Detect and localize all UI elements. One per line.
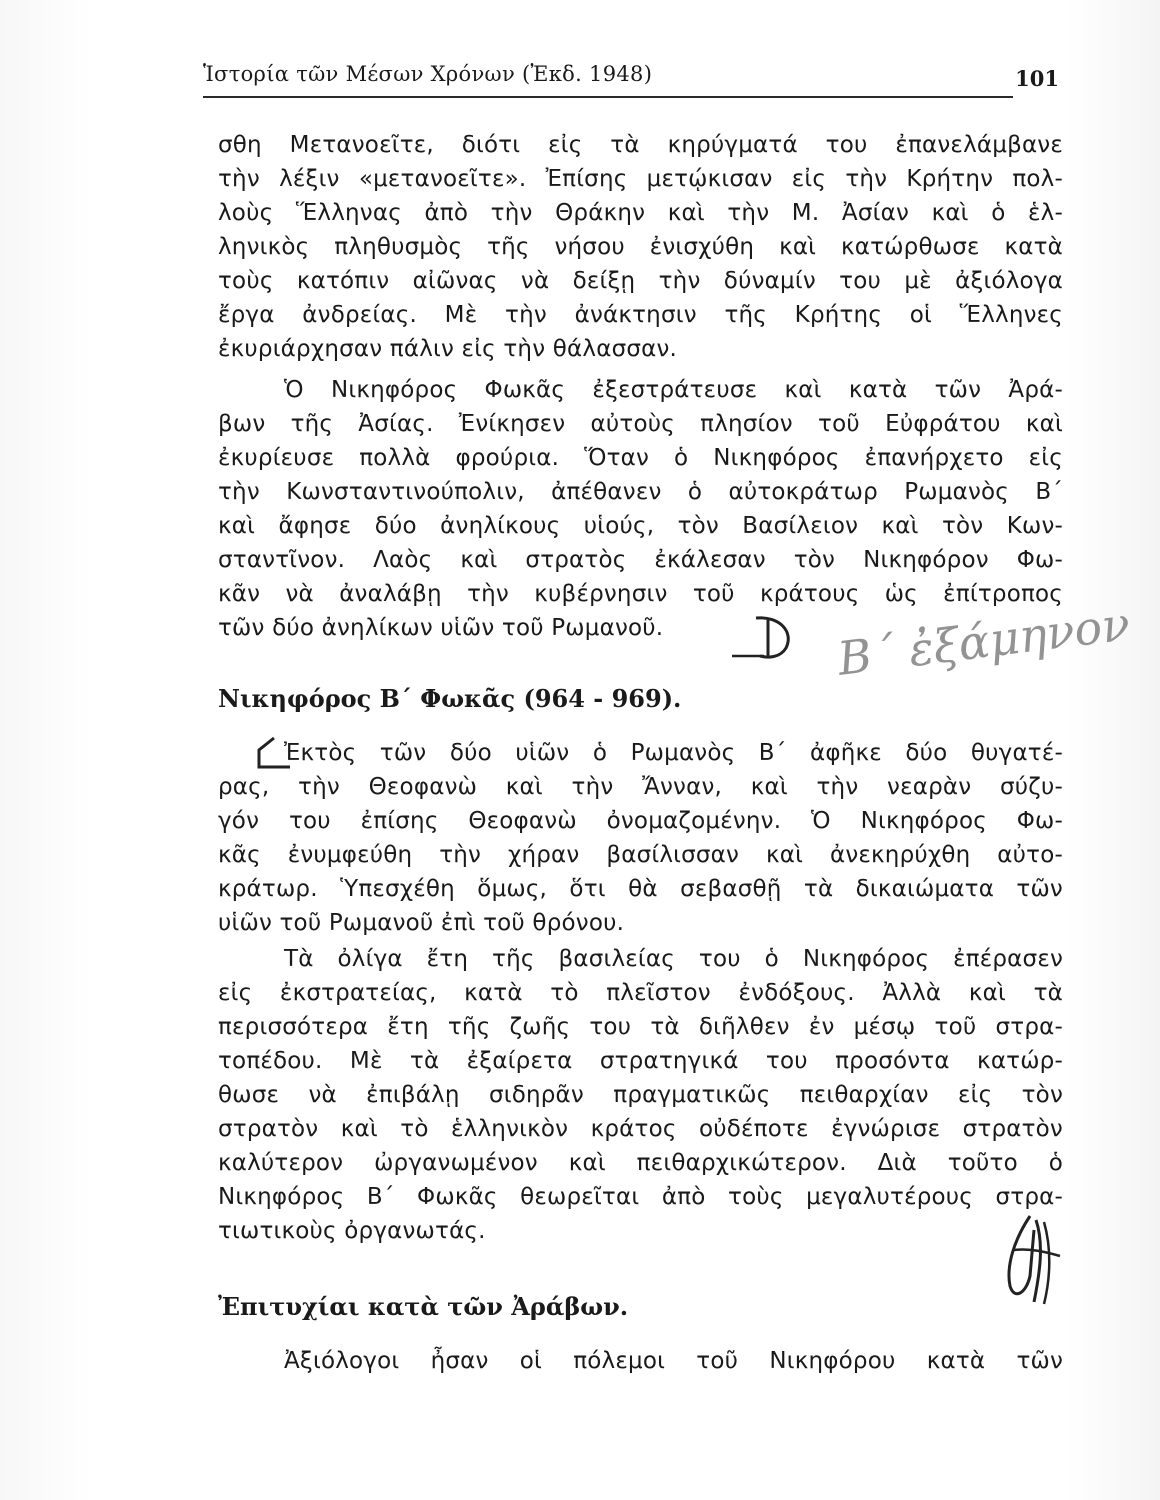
- header-rule: [203, 96, 1013, 98]
- text-line: τὴν λέξιν «μετανοεῖτε». Ἐπίσης μετῴκισαν εἰς τὴν Κρήτην πολ-: [218, 166, 1063, 192]
- text-line: ληνικὸς πληθυσμὸς τῆς νήσου ἐνισχύθη καὶ κατώρθωσε κατὰ: [218, 234, 1063, 260]
- text-line: ἔργα ἀνδρείας. Μὲ τὴν ἀνάκτησιν τῆς Κρήτης οἱ Ἕλληνες: [218, 302, 1063, 328]
- text-line: Νικηφόρος Β΄ Φωκᾶς θεωρεῖται ἀπὸ τοὺς μεγαλυτέρους στρα-: [218, 1184, 1063, 1210]
- text-line: ἐκυριάρχησαν πάλιν εἰς τὴν θάλασσαν.: [218, 336, 678, 362]
- text-line: βων τῆς Ἀσίας. Ἐνίκησεν αὐτοὺς πλησίον τοῦ Εὐφράτου καὶ: [218, 411, 1063, 437]
- text-line: λοὺς Ἕλληνας ἀπὸ τὴν Θράκην καὶ τὴν Μ. Ἀσίαν καὶ ὁ ἑλ-: [218, 200, 1063, 226]
- text-line: κᾶν νὰ ἀναλάβῃ τὴν κυβέρνησιν τοῦ κράτους ὡς ἐπίτροπος: [218, 581, 1063, 607]
- running-title: Ἱστορία τῶν Μέσων Χρόνων (Ἐκδ. 1948): [203, 62, 653, 86]
- page-number: 101: [1015, 66, 1059, 91]
- text-line: στρατὸν καὶ τὸ ἑλληνικὸν κράτος οὐδέποτε ἐγνώρισε στρατὸν: [218, 1116, 1063, 1142]
- text-line: θωσε νὰ ἐπιβάλῃ σιδηρᾶν πραγματικῶς πειθαρχίαν εἰς τὸν: [218, 1082, 1063, 1108]
- text-line: περισσότερα ἔτη τῆς ζωῆς του τὰ διῆλθεν ἐν μέσῳ τοῦ στρα-: [218, 1014, 1063, 1040]
- running-header: [203, 62, 1063, 102]
- text-line: ἐκυρίευσε πολλὰ φρούρια. Ὅταν ὁ Νικηφόρος ἐπανήρχετο εἰς: [218, 445, 1063, 471]
- text-line: καὶ ἄφησε δύο ἀνηλίκους υἱούς, τὸν Βασίλειον καὶ τὸν Κων-: [218, 513, 1063, 539]
- text-line: ρας, τὴν Θεοφανὼ καὶ τὴν Ἄνναν, καὶ τὴν νεαρὰν σύζυ-: [218, 774, 1063, 800]
- text-line: κράτωρ. Ὑπεσχέθη ὅμως, ὅτι θὰ σεβασθῇ τὰ δικαιώματα τῶν: [218, 876, 1063, 902]
- text-line: Τὰ ὀλίγα ἔτη τῆς βασιλείας του ὁ Νικηφόρος ἐπέρασεν: [284, 946, 1063, 972]
- text-line: εἰς ἐκστρατείας, κατὰ τὸ πλεῖστον ἐνδόξους. Ἀλλὰ καὶ τὰ: [218, 980, 1063, 1006]
- text-line: Ἀξιόλογοι ἦσαν οἱ πόλεμοι τοῦ Νικηφόρου κατὰ τῶν: [284, 1348, 1063, 1374]
- pencil-bracket-mark: [728, 612, 798, 664]
- text-line: γόν του ἐπίσης Θεοφανὼ ὀνομαζομένην. Ὁ Νικηφόρος Φω-: [218, 808, 1063, 834]
- text-line: Ἐκτὸς τῶν δύο υἱῶν ὁ Ρωμανὸς Β΄ ἀφῆκε δύο θυγατέ-: [284, 740, 1063, 766]
- text-line: υἱῶν τοῦ Ρωμανοῦ ἐπὶ τοῦ θρόνου.: [218, 910, 625, 936]
- section-heading-arab-victories: Ἐπιτυχίαι κατὰ τῶν Ἀράβων.: [218, 1292, 629, 1321]
- text-line: καλύτερον ὠργανωμένον καὶ πειθαρχικώτερον. Διὰ τοῦτο ὁ: [218, 1150, 1063, 1176]
- handwritten-margin-note: Β΄ ἐξάμηνον: [834, 596, 1133, 686]
- text-line: τῶν δύο ἀνηλίκων υἱῶν τοῦ Ρωμανοῦ.: [218, 615, 664, 641]
- text-line: τὴν Κωνσταντινούπολιν, ἀπέθανεν ὁ αὐτοκράτωρ Ρωμανὸς Β΄: [218, 479, 1063, 505]
- text-line: Ὁ Νικηφόρος Φωκᾶς ἐξεστράτευσε καὶ κατὰ τῶν Ἀρά-: [284, 377, 1063, 403]
- pencil-initials-mark: [1000, 1210, 1070, 1310]
- text-line: σταντῖνον. Λαὸς καὶ στρατὸς ἐκάλεσαν τὸν Νικηφόρον Φω-: [218, 547, 1063, 573]
- text-line: τοὺς κατόπιν αἰῶνας νὰ δείξῃ τὴν δύναμίν του μὲ ἀξιόλογα: [218, 268, 1063, 294]
- section-heading-nikephoros: Νικηφόρος Β΄ Φωκᾶς (964 - 969).: [218, 684, 682, 713]
- text-line: κᾶς ἐνυμφεύθη τὴν χήραν βασίλισσαν καὶ ἀνεκηρύχθη αὐτο-: [218, 842, 1063, 868]
- text-line: σθη Μετανοεῖτε, διότι εἰς τὰ κηρύγματά του ἐπανελάμβανε: [218, 132, 1063, 158]
- text-line: τιωτικοὺς ὀργανωτάς.: [218, 1218, 486, 1244]
- text-line: τοπέδου. Μὲ τὰ ἐξαίρετα στρατηγικά του προσόντα κατώρ-: [218, 1048, 1063, 1074]
